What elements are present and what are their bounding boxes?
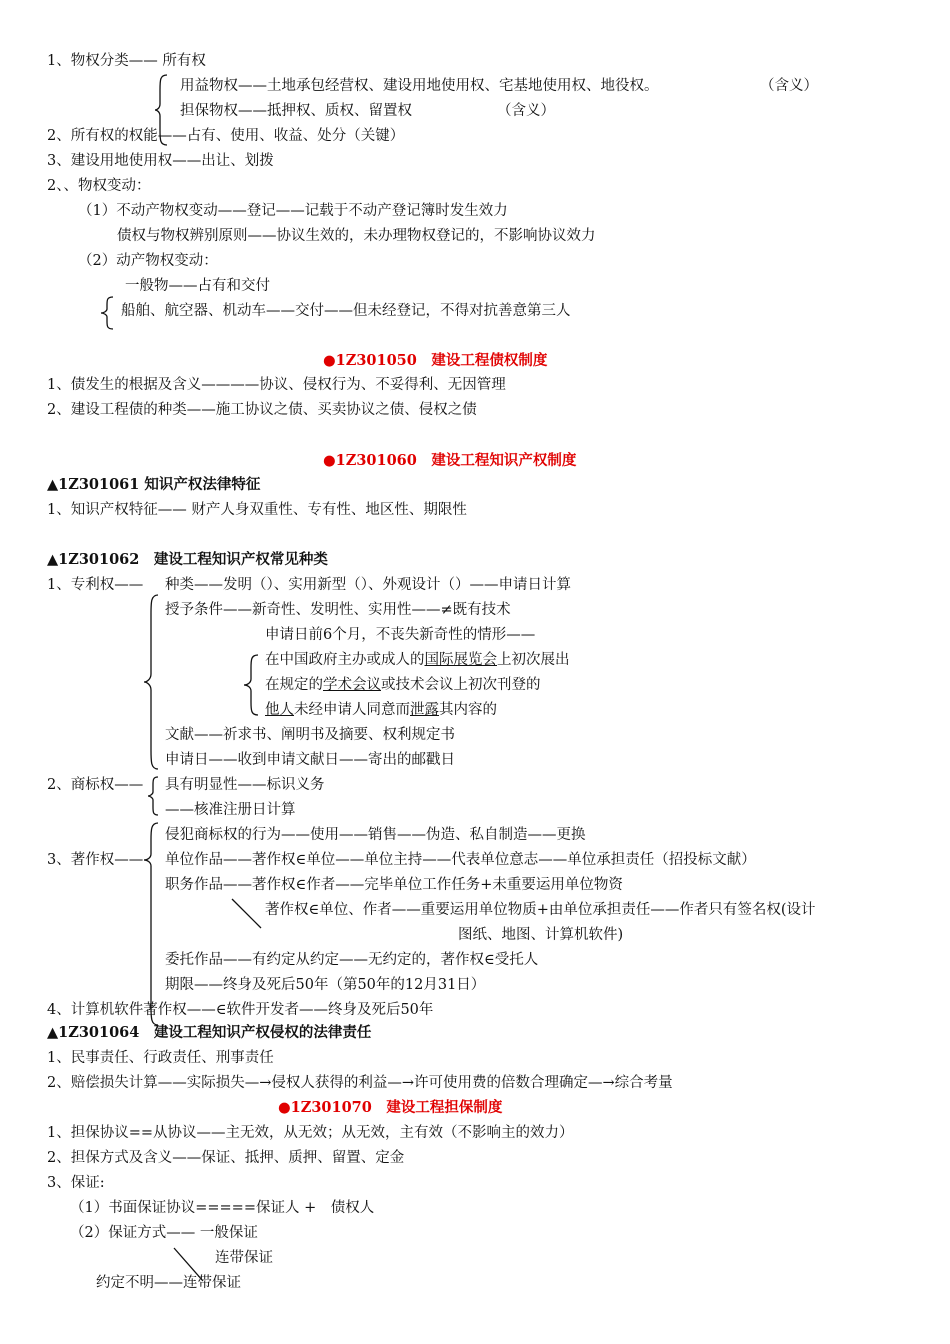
grace-case-disclosure: 他人未经申请人同意而泄露其内容的 [265,702,497,718]
guarantee-line-2: 2、担保方式及含义——保证、抵押、质押、留置、定金 [47,1150,405,1166]
property-line-5: 3、建设用地使用权——出让、划拨 [47,153,274,169]
property-line-4: 2、所有权的权能——占有、使用、收益、处分（关键） [47,128,405,144]
copyright-job-work-detail: 著作权∈单位、作者——重要运用单位物质+由单位承担责任——作者只有签名权(设计 [265,902,816,918]
copyright-unit-work: 单位作品——著作权∈单位——单位主持——代表单位意志——单位承担责任（招投标文献） [165,852,756,868]
ip-subheading-1064: ▲1Z301064 建设工程知识产权侵权的法律责任 [47,1024,372,1041]
copyright-job-work-detail-2: 图纸、地图、计算机软件) [458,927,624,943]
brace-grace-cases [244,654,260,716]
ip-heading: ●1Z301060 建设工程知识产权制度 [323,452,577,469]
copyright-label: 3、著作权—— [47,852,144,868]
property-line-10: 一般物——占有和交付 [125,278,270,294]
copyright-term: 期限——终身及死后50年（第50年的12月31日） [165,977,486,993]
guarantee-line-4: （1）书面保证协议=====保证人 + 债权人 [70,1200,375,1216]
guarantee-line-1: 1、担保协议==从协议——主无效，从无效；从无效，主有效（不影响主的效力） [47,1125,574,1141]
property-line-8: 债权与物权辨别原则——协议生效的，未办理物权登记的，不影响协议效力 [117,228,596,244]
property-line-7: （1）不动产物权变动——登记——记载于不动产登记簿时发生效力 [78,203,508,219]
trademark-distinctiveness: 具有明显性——标识义务 [165,777,325,793]
ip-subheading-1061: ▲1Z301061 知识产权法律特征 [47,476,261,493]
grace-case-conference: 在规定的学术会议或技术会议上初次刊登的 [265,677,541,693]
job-work-arrow [230,897,264,931]
grace-case-exhibition: 在中国政府主办或成人的国际展览会上初次展出 [265,652,570,668]
ip-subheading-1062: ▲1Z301062 建设工程知识产权常见种类 [47,551,328,568]
property-line-11: 船舶、航空器、机动车——交付——但未经登记，不得对抗善意第三人 [121,303,571,319]
trademark-label: 2、商标权—— [47,777,144,793]
trademark-infringement: 侵犯商标权的行为——使用——销售——伪造、私自制造——更换 [165,827,586,843]
copyright-job-work: 职务作品——著作权∈作者——完毕单位工作任务+未重要运用单位物资 [165,877,623,893]
debt-heading: ●1Z301050 建设工程债权制度 [323,352,548,369]
guarantee-line-5: （2）保证方式—— 一般保证 [70,1225,258,1241]
patent-grant-conditions: 授予条件——新奇性、发明性、实用性——≠既有技术 [165,602,511,618]
property-note-3: （含义） [497,103,555,119]
property-note-2: （含义） [760,78,818,94]
brace-patent [144,594,160,770]
guarantee-line-3: 3、保证: [47,1175,105,1191]
software-copyright: 4、计算机软件著作权——∈软件开发者——终身及死后50年 [47,1002,434,1018]
debt-line-1: 1、债发生的根据及含义————协议、侵权行为、不妥得利、无因管理 [47,377,506,393]
ip-feature-line: 1、知识产权特征—— 财产人身双重性、专有性、地区性、期限性 [47,502,467,518]
patent-label: 1、专利权—— [47,577,144,593]
brace-copyright [144,822,160,1026]
property-line-9: （2）动产物权变动： [78,253,218,269]
patent-types: 种类——发明（）、实用新型（）、外观设计（）——申请日计算 [165,577,571,593]
patent-documents: 文献——祈求书、阐明书及摘要、权利规定书 [165,727,455,743]
brace-trademark [148,776,160,816]
property-line-3: 担保物权——抵押权、质权、留置权 [180,103,412,119]
guarantee-heading: ●1Z301070 建设工程担保制度 [278,1099,503,1116]
property-line-2: 用益物权——土地承包经营权、建设用地使用权、宅基地使用权、地役权。 [180,78,659,94]
debt-line-2: 2、建设工程债的种类——施工协议之债、买卖协议之债、侵权之债 [47,402,477,418]
trademark-registration: ——核准注册日计算 [165,802,296,818]
patent-filing-date: 申请日——收到申请文献日——寄出的邮戳日 [165,752,455,768]
guarantee-line-7: 约定不明——连带保证 [96,1275,241,1291]
property-line-6: 2、、物权变动： [47,178,151,194]
patent-grace-period: 申请日前6个月，不丧失新奇性的情形—— [265,627,536,643]
damages-calculation: 2、赔偿损失计算——实际损失—→侵权人获得的利益—→许可使用费的倍数合理确定—→综合考量 [47,1075,673,1091]
brace-movable [101,296,115,330]
property-line-1: 1、物权分类—— 所有权 [47,53,206,69]
guarantee-line-6: 连带保证 [215,1250,273,1266]
liability-types: 1、民事责任、行政责任、刑事责任 [47,1050,274,1066]
copyright-commissioned-work: 委托作品——有约定从约定——无约定的，著作权∈受托人 [165,952,539,968]
